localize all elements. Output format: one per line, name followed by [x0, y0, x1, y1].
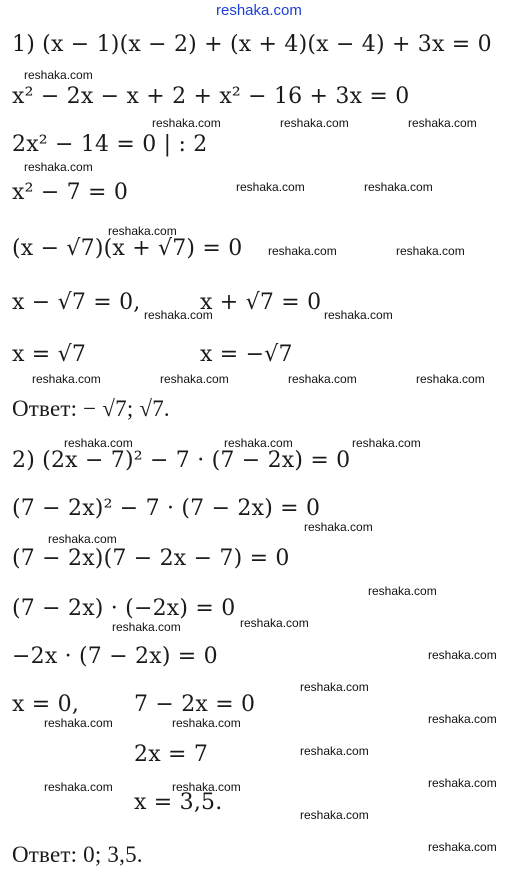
equation-line-14b: 7 − 2x = 0 [134, 692, 256, 717]
site-watermark: reshaka.com [44, 716, 113, 730]
equation-line-5: (x − √7)(x + √7) = 0 [12, 236, 243, 261]
equation-line-11: (7 − 2x)(7 − 2x − 7) = 0 [12, 546, 290, 571]
equation-line-9: 2) (2x − 7)² − 7 · (7 − 2x) = 0 [12, 448, 351, 473]
site-watermark: reshaka.com [108, 224, 177, 238]
site-watermark: reshaka.com [32, 372, 101, 386]
site-watermark: reshaka.com [152, 116, 221, 130]
site-watermark: reshaka.com [428, 776, 497, 790]
equation-line-10: (7 − 2x)² − 7 · (7 − 2x) = 0 [12, 496, 321, 521]
site-watermark: reshaka.com [44, 780, 113, 794]
equation-line-14a: x = 0, [12, 692, 80, 717]
site-watermark: reshaka.com [352, 436, 421, 450]
equation-line-13: −2x · (7 − 2x) = 0 [12, 644, 218, 669]
site-watermark: reshaka.com [428, 712, 497, 726]
site-watermark-top: reshaka.com [216, 2, 302, 19]
equation-line-7a: x = √7 [12, 342, 87, 367]
equation-line-2: x² − 2x − x + 2 + x² − 16 + 3x = 0 [12, 84, 410, 109]
equation-line-1: 1) (x − 1)(x − 2) + (x + 4)(x − 4) + 3x = 0 [12, 32, 492, 57]
site-watermark: reshaka.com [288, 372, 357, 386]
equation-line-3: 2x² − 14 = 0 | : 2 [12, 132, 208, 157]
site-watermark: reshaka.com [428, 840, 497, 854]
site-watermark: reshaka.com [236, 180, 305, 194]
site-watermark: reshaka.com [416, 372, 485, 386]
site-watermark: reshaka.com [268, 244, 337, 258]
site-watermark: reshaka.com [300, 680, 369, 694]
site-watermark: reshaka.com [240, 616, 309, 630]
site-watermark: reshaka.com [368, 584, 437, 598]
site-watermark: reshaka.com [304, 520, 373, 534]
site-watermark: reshaka.com [48, 532, 117, 546]
site-watermark: reshaka.com [172, 716, 241, 730]
site-watermark: reshaka.com [172, 780, 241, 794]
site-watermark: reshaka.com [300, 808, 369, 822]
site-watermark: reshaka.com [324, 308, 393, 322]
site-watermark: reshaka.com [396, 244, 465, 258]
site-watermark: reshaka.com [112, 620, 181, 634]
site-watermark: reshaka.com [160, 372, 229, 386]
equation-line-6a: x − √7 = 0, [12, 290, 141, 315]
equation-line-6b: x + √7 = 0 [200, 290, 322, 315]
answer-line-1: Ответ: − √7; √7. [12, 396, 170, 421]
site-watermark: reshaka.com [280, 116, 349, 130]
site-watermark: reshaka.com [408, 116, 477, 130]
equation-line-16: x = 3,5. [134, 790, 223, 815]
site-watermark: reshaka.com [364, 180, 433, 194]
site-watermark: reshaka.com [144, 308, 213, 322]
equation-line-12: (7 − 2x) · (−2x) = 0 [12, 596, 236, 621]
site-watermark: reshaka.com [24, 160, 93, 174]
answer-line-2: Ответ: 0; 3,5. [12, 842, 143, 867]
site-watermark: reshaka.com [224, 436, 293, 450]
equation-line-7b: x = −√7 [200, 342, 293, 367]
site-watermark: reshaka.com [428, 648, 497, 662]
equation-line-15: 2x = 7 [134, 742, 209, 767]
site-watermark: reshaka.com [300, 744, 369, 758]
site-watermark: reshaka.com [64, 436, 133, 450]
site-watermark: reshaka.com [24, 68, 93, 82]
equation-line-4: x² − 7 = 0 [12, 180, 129, 205]
